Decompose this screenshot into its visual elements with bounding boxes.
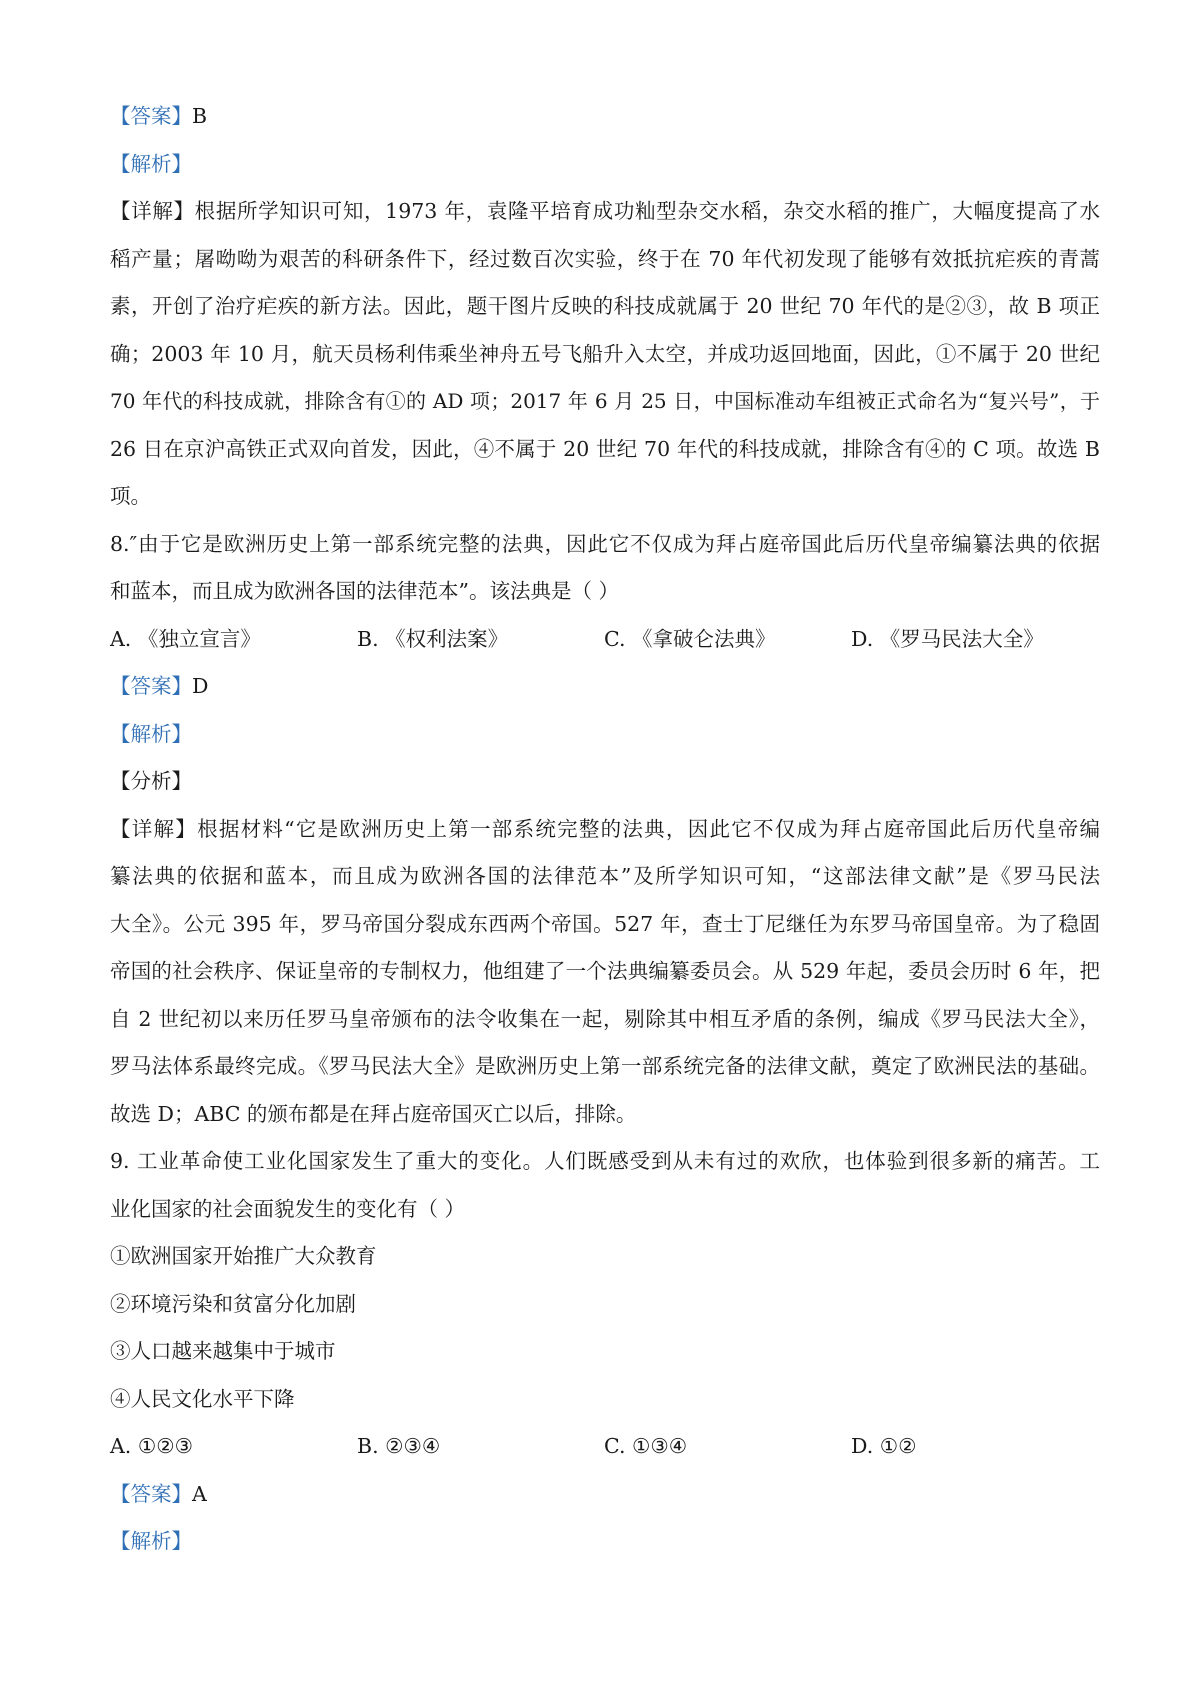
q8-answer-line <box>110 663 1100 711</box>
q8-detail-line-1 <box>110 806 1100 854</box>
q7-section <box>110 93 1100 1566</box>
q8-detail-text-1: 根据材料“它是欧洲历史上第一部系统完整的法典，因此它不仅成为拜占庭帝国此后历代皇帝编 <box>197 816 1101 841</box>
q8-option-c: C. 《拿破仑法典》 <box>604 626 776 651</box>
q9-answer-tag: 【答案】 <box>110 1481 192 1506</box>
q8-stem-line-1: 8.″由于它是欧洲历史上第一部系统完整的法典，因此它不仅成为拜占庭帝国此后历代皇帝编纂法典的依据 <box>110 531 1100 556</box>
q8-detail-line-2: 纂法典的依据和蓝本，而且成为欧洲各国的法律范本”及所学知识可知，“这部法律文献”是《罗马民法 <box>110 864 1100 888</box>
q7-analysis-line <box>110 141 1100 189</box>
q7-answer-value: B <box>192 104 208 128</box>
q7-answer-tag: 【答案】 <box>110 104 192 128</box>
q8-answer-tag: 【答案】 <box>110 674 192 698</box>
q9-analysis-tag: 【解析】 <box>110 1529 192 1553</box>
q7-detail-line-1 <box>110 188 1100 236</box>
q7-detail-text-1: 根据所学知识可知，1973 年，袁隆平培育成功籼型杂交水稻，杂交水稻的推广，大幅度提高了水 <box>194 199 1101 223</box>
q9-item-3: ③人口越来越集中于城市 <box>110 1339 336 1363</box>
q9-option-d: D. ①② <box>851 1434 917 1458</box>
q8-detail-line-4: 帝国的社会秩序、保证皇帝的专制权力，他组建了一个法典编纂委员会。从 529 年起，委员会历时 6 年，把 <box>110 959 1100 983</box>
q8-option-a: A. 《独立宣言》 <box>110 626 261 651</box>
q7-detail-line-3: 素，开创了治疗疟疾的新方法。因此，题干图片反映的科技成就属于 20 世纪 70 年代的是②③，故 B 项正 <box>110 294 1100 318</box>
q8-detail-tag: 【详解】 <box>110 816 198 841</box>
q7-detail-line-7: 项。 <box>110 484 151 508</box>
q7-detail-line-5: 70 年代的科技成就，排除含有①的 AD 项；2017 年 6 月 25 日，中国标准动车组被正式命名为“复兴号”，于 <box>110 389 1100 413</box>
q8-stem-line-2: 和蓝本，而且成为欧洲各国的法律范本”。该法典是（ ） <box>110 579 619 603</box>
q9-option-a: A. ①②③ <box>110 1434 193 1458</box>
q8-option-d: D. 《罗马民法大全》 <box>851 626 1044 651</box>
q9-item-2: ②环境污染和贫富分化加剧 <box>110 1291 356 1316</box>
q8-analysis-line <box>110 711 1100 759</box>
q7-detail-tag: 【详解】 <box>110 199 195 223</box>
q9-answer-value: A <box>192 1481 207 1506</box>
q7-detail-line-4: 确；2003 年 10 月，航天员杨利伟乘坐神舟五号飞船升入太空，并成功返回地面，因此，①不属于 20 世纪 <box>110 341 1100 366</box>
q9-option-c: C. ①③④ <box>604 1434 688 1458</box>
q8-detail-line-7: 故选 D；ABC 的颁布都是在拜占庭帝国灭亡以后，排除。 <box>110 1101 637 1126</box>
q9-option-b: B. ②③④ <box>357 1434 441 1458</box>
q9-stem-line-1: 9. 工业革命使工业化国家发生了重大的变化。人们既感受到从未有过的欢欣，也体验到很多新的痛苦。工 <box>110 1149 1100 1173</box>
q9-item-4: ④人民文化水平下降 <box>110 1386 295 1411</box>
q8-analysis2-tag: 【分析】 <box>110 769 192 793</box>
q9-stem-line-2: 业化国家的社会面貌发生的变化有（ ） <box>110 1196 466 1221</box>
q9-analysis-line <box>110 1518 1100 1566</box>
q9-answer-line <box>110 1471 1100 1519</box>
q7-detail-line-2: 稻产量；屠呦呦为艰苦的科研条件下，经过数百次实验，终于在 70 年代初发现了能够有效抵抗疟疾的青蒿 <box>110 246 1100 271</box>
q8-analysis-tag: 【解析】 <box>110 721 192 746</box>
q8-detail-line-5: 自 2 世纪初以来历任罗马皇帝颁布的法令收集在一起，剔除其中相互矛盾的条例，编成《罗马民法大全》， <box>110 1006 1100 1031</box>
q7-analysis-tag: 【解析】 <box>110 151 192 176</box>
q8-option-b: B. 《权利法案》 <box>357 626 509 651</box>
q8-answer-value: D <box>192 674 209 698</box>
q9-options <box>110 1423 1100 1471</box>
q8-detail-line-3: 大全》。公元 395 年，罗马帝国分裂成东西两个帝国。527 年，查士丁尼继任为东罗马帝国皇帝。为了稳固 <box>110 911 1100 936</box>
q8-analysis2-line <box>110 758 1100 806</box>
q8-options <box>110 616 1100 664</box>
q9-item-1: ①欧洲国家开始推广大众教育 <box>110 1244 377 1268</box>
q7-detail-line-6: 26 日在京沪高铁正式双向首发，因此，④不属于 20 世纪 70 年代的科技成就，排除含有④的 C 项。故选 B <box>110 436 1100 461</box>
q7-answer-line <box>110 93 1100 141</box>
q8-detail-line-6: 罗马法体系最终完成。《罗马民法大全》是欧洲历史上第一部系统完备的法律文献，奠定了欧洲民法的基础。 <box>110 1054 1100 1078</box>
